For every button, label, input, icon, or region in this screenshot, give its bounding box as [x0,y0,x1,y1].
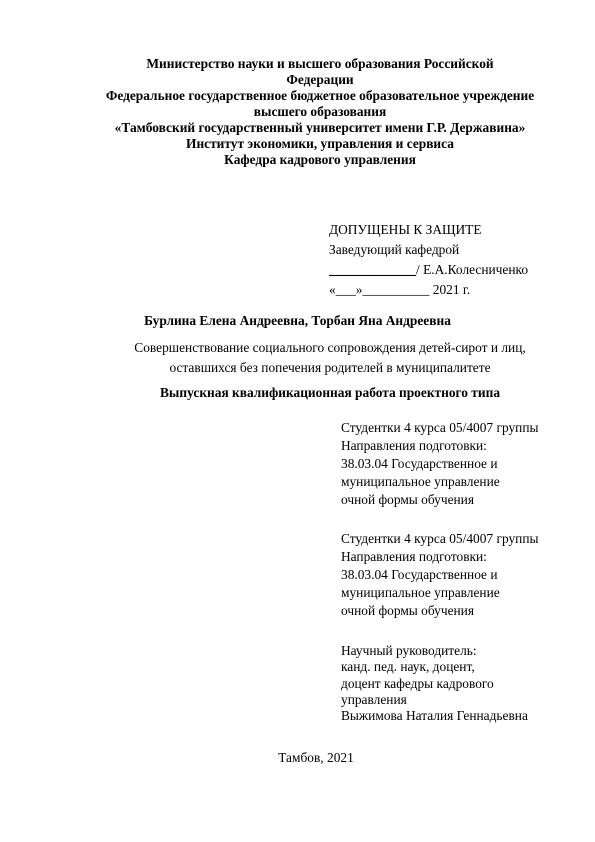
study-form: очной формы обучения [341,603,475,618]
supervisor-position-cont: управления [341,691,407,707]
signature-name: / Е.А.Колесниченко [416,262,529,277]
thesis-topic-line-1: Совершенствование социального сопровождения детей-сирот и лиц, [134,340,526,355]
supervisor-position: доцент кафедры кадрового [341,675,494,691]
study-direction-label: Направления подготовки: [341,438,487,453]
student-course-line: Студентки 4 курса 05/4007 группы [341,531,539,546]
ministry-line-2: Федерации [286,72,354,87]
institution-header [80,56,560,168]
approval-position: Заведующий кафедрой [329,242,460,257]
approval-date-line: «___»__________ 2021 г. [329,282,471,297]
study-direction-name: муниципальное управление [341,585,500,600]
supervisor-label: Научный руководитель: [341,643,477,658]
supervisor-name: Выжимова Наталия Геннадьевна [341,708,528,724]
supervisor-block [341,643,528,724]
approval-block [329,220,528,300]
university-name: «Тамбовский государственный университет имени Г.Р. Державина» [114,120,526,135]
study-direction-code: 38.03.04 Государственное и [341,456,498,471]
city-year: Тамбов, 2021 [278,750,354,765]
study-direction-name: муниципальное управление [341,474,500,489]
institution-type-line: Федеральное государственное бюджетное образовательное учреждение [105,88,535,103]
student-course-line: Студентки 4 курса 05/4007 группы [341,420,539,435]
thesis-topic [0,338,595,378]
student-info-block-1 [341,419,539,509]
institute-name: Институт экономики, управления и сервиса [186,136,454,151]
department-name: Кафедра кадрового управления [224,152,416,167]
work-type: Выпускная квалификационная работа проектного типа [159,385,501,400]
signature-blank: _____________ [329,262,417,277]
authors: Бурлина Елена Андреевна, Торбан Яна Андреевна [144,313,451,328]
study-form: очной формы обучения [341,492,475,507]
study-direction-code: 38.03.04 Государственное и [341,567,498,582]
thesis-topic-line-2: оставшихся без попечения родителей в муниципалитете [169,360,491,375]
approval-title: ДОПУЩЕНЫ К ЗАЩИТЕ [329,222,482,237]
supervisor-degree: канд. пед. наук, доцент, [341,659,475,675]
study-direction-label: Направления подготовки: [341,549,487,564]
student-info-block-2 [341,530,539,620]
ministry-line-1: Министерство науки и высшего образования Российской [146,56,494,71]
approval-signature-line [329,260,528,280]
institution-level-line: высшего образования [253,104,387,119]
